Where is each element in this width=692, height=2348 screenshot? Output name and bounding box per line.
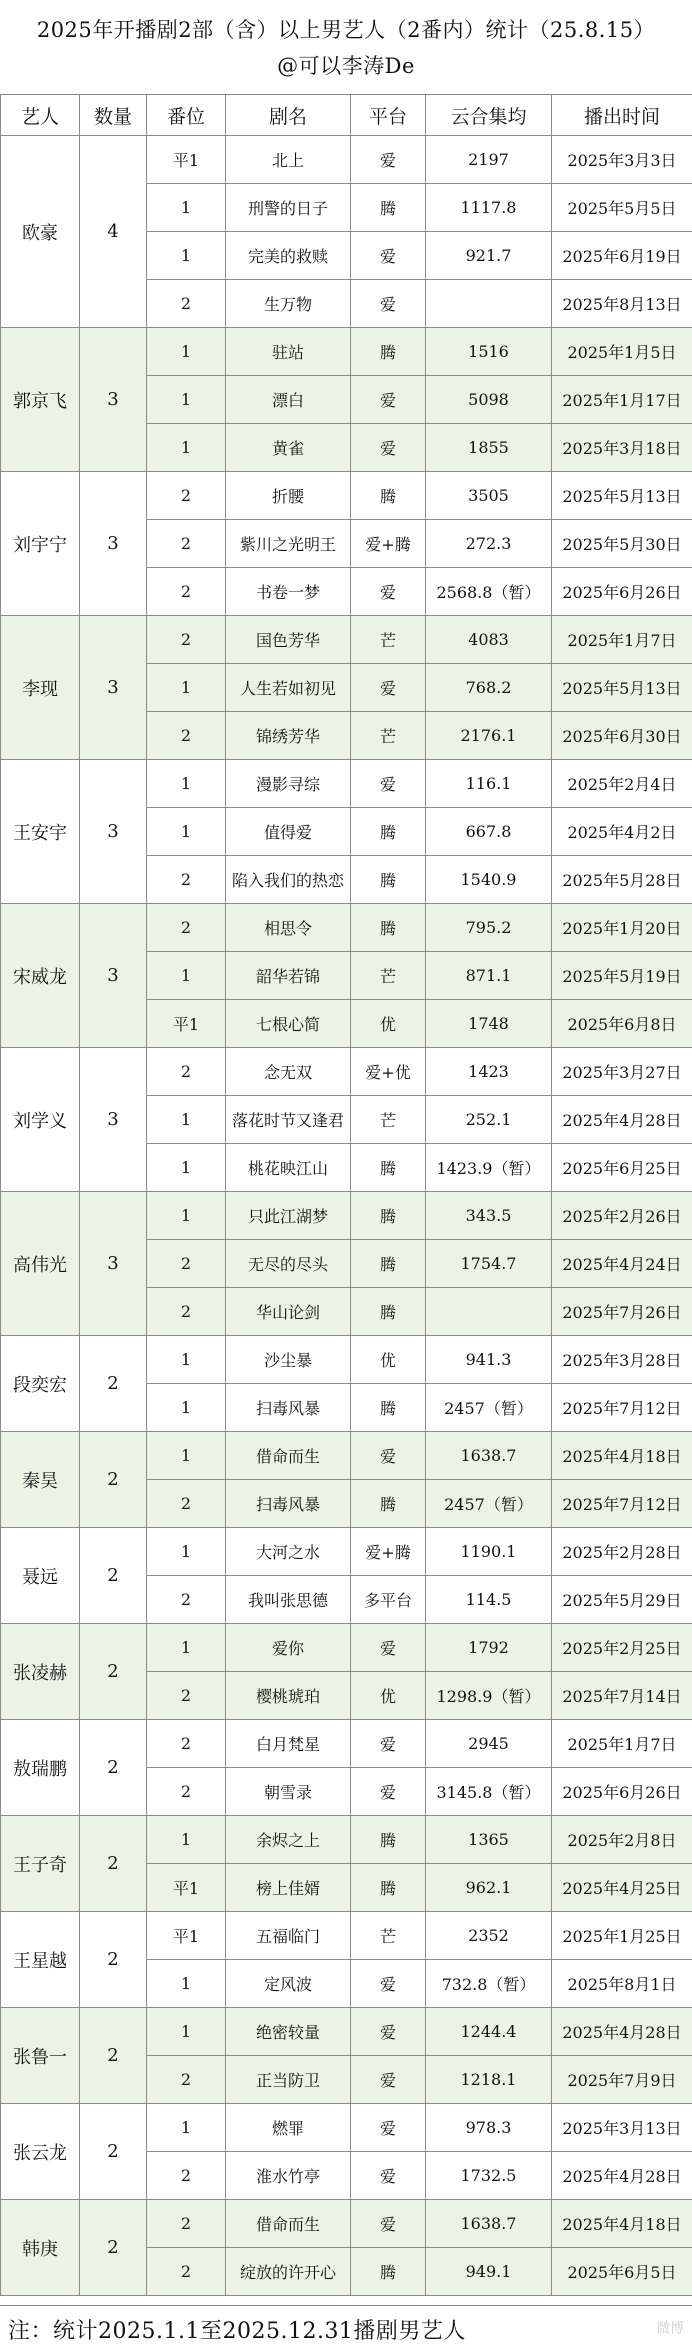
- platform-cell: 芒: [351, 1096, 426, 1144]
- platform-cell: 腾: [351, 1816, 426, 1864]
- avg-rating-cell: 1638.7: [426, 1432, 552, 1480]
- count-cell: 2: [80, 1432, 147, 1528]
- rank-cell: 2: [147, 1048, 226, 1096]
- air-date-cell: 2025年8月13日: [552, 280, 692, 328]
- drama-cell: 绝密较量: [226, 2008, 351, 2056]
- avg-rating-cell: 3145.8（暂）: [426, 1768, 552, 1816]
- platform-cell: 爱: [351, 1768, 426, 1816]
- platform-cell: 腾: [351, 1144, 426, 1192]
- drama-cell: 七根心简: [226, 1000, 351, 1048]
- avg-rating-cell: 252.1: [426, 1096, 552, 1144]
- rank-cell: 1: [147, 424, 226, 472]
- drama-cell: 驻站: [226, 328, 351, 376]
- avg-rating-cell: 941.3: [426, 1336, 552, 1384]
- drama-cell: 漂白: [226, 376, 351, 424]
- platform-cell: 爱: [351, 2104, 426, 2152]
- air-date-cell: 2025年7月26日: [552, 1288, 692, 1336]
- artist-cell: 王星越: [1, 1912, 80, 2008]
- rank-cell: 1: [147, 2104, 226, 2152]
- avg-rating-cell: 2457（暂）: [426, 1480, 552, 1528]
- drama-cell: 只此江湖梦: [226, 1192, 351, 1240]
- air-date-cell: 2025年4月28日: [552, 1096, 692, 1144]
- drama-cell: 华山论剑: [226, 1288, 351, 1336]
- platform-cell: 腾: [351, 328, 426, 376]
- table-row: [1, 1192, 692, 1240]
- count-cell: 3: [80, 904, 147, 1048]
- drama-cell: 无尽的尽头: [226, 1240, 351, 1288]
- table-row: [1, 2200, 692, 2248]
- drama-cell: 绽放的许开心: [226, 2248, 351, 2296]
- air-date-cell: 2025年5月19日: [552, 952, 692, 1000]
- artist-cell: 刘宇宁: [1, 472, 80, 616]
- platform-cell: 腾: [351, 904, 426, 952]
- rank-cell: 2: [147, 472, 226, 520]
- air-date-cell: 2025年1月25日: [552, 1912, 692, 1960]
- table-row: [1, 2104, 692, 2152]
- column-header: 剧名: [226, 95, 351, 136]
- count-cell: 2: [80, 1624, 147, 1720]
- table-row: [1, 1048, 692, 1096]
- count-cell: 3: [80, 328, 147, 472]
- air-date-cell: 2025年7月12日: [552, 1480, 692, 1528]
- rank-cell: 1: [147, 1432, 226, 1480]
- table-row: [1, 1336, 692, 1384]
- air-date-cell: 2025年5月13日: [552, 664, 692, 712]
- platform-cell: 爱: [351, 2056, 426, 2104]
- rank-cell: 2: [147, 1240, 226, 1288]
- air-date-cell: 2025年4月24日: [552, 1240, 692, 1288]
- table-row: [1, 616, 692, 664]
- platform-cell: 腾: [351, 2248, 426, 2296]
- rank-cell: 1: [147, 376, 226, 424]
- air-date-cell: 2025年4月2日: [552, 808, 692, 856]
- drama-cell: 黄雀: [226, 424, 351, 472]
- platform-cell: 优: [351, 1672, 426, 1720]
- platform-cell: 爱: [351, 1432, 426, 1480]
- air-date-cell: 2025年6月5日: [552, 2248, 692, 2296]
- avg-rating-cell: 1855: [426, 424, 552, 472]
- artist-cell: 张鲁一: [1, 2008, 80, 2104]
- air-date-cell: 2025年4月18日: [552, 2200, 692, 2248]
- air-date-cell: 2025年3月28日: [552, 1336, 692, 1384]
- count-cell: 2: [80, 1528, 147, 1624]
- count-cell: 2: [80, 2200, 147, 2296]
- drama-cell: 爱你: [226, 1624, 351, 1672]
- air-date-cell: 2025年6月26日: [552, 1768, 692, 1816]
- count-cell: 3: [80, 1192, 147, 1336]
- drama-cell: 陷入我们的热恋: [226, 856, 351, 904]
- drama-cell: 生万物: [226, 280, 351, 328]
- drama-cell: 燃罪: [226, 2104, 351, 2152]
- air-date-cell: 2025年8月1日: [552, 1960, 692, 2008]
- artist-cell: 欧豪: [1, 136, 80, 328]
- platform-cell: 芒: [351, 616, 426, 664]
- rank-cell: 1: [147, 232, 226, 280]
- air-date-cell: 2025年4月25日: [552, 1864, 692, 1912]
- platform-cell: 腾: [351, 1384, 426, 1432]
- drama-cell: 北上: [226, 136, 351, 184]
- artist-cell: 聂远: [1, 1528, 80, 1624]
- rank-cell: 1: [147, 1192, 226, 1240]
- artist-cell: 高伟光: [1, 1192, 80, 1336]
- drama-cell: 沙尘暴: [226, 1336, 351, 1384]
- count-cell: 3: [80, 616, 147, 760]
- drama-cell: 国色芳华: [226, 616, 351, 664]
- platform-cell: 芒: [351, 1912, 426, 1960]
- platform-cell: 爱: [351, 760, 426, 808]
- platform-cell: 爱: [351, 1624, 426, 1672]
- avg-rating-cell: 2176.1: [426, 712, 552, 760]
- page-subtitle: @可以李涛De: [0, 50, 692, 80]
- avg-rating-cell: 871.1: [426, 952, 552, 1000]
- air-date-cell: 2025年2月25日: [552, 1624, 692, 1672]
- drama-cell: 值得爱: [226, 808, 351, 856]
- air-date-cell: 2025年6月25日: [552, 1144, 692, 1192]
- rank-cell: 2: [147, 1480, 226, 1528]
- footer-note: 注：统计2025.1.1至2025.12.31播剧男艺人: [8, 2314, 466, 2345]
- avg-rating-cell: 795.2: [426, 904, 552, 952]
- stats-table: [0, 94, 692, 2296]
- platform-cell: 优: [351, 1336, 426, 1384]
- artist-cell: 宋威龙: [1, 904, 80, 1048]
- avg-rating-cell: [426, 280, 552, 328]
- artist-cell: 王安宇: [1, 760, 80, 904]
- avg-rating-cell: 343.5: [426, 1192, 552, 1240]
- drama-cell: 韶华若锦: [226, 952, 351, 1000]
- count-cell: 3: [80, 472, 147, 616]
- rank-cell: 2: [147, 2056, 226, 2104]
- count-cell: 3: [80, 1048, 147, 1192]
- platform-cell: 爱: [351, 2008, 426, 2056]
- rank-cell: 1: [147, 952, 226, 1000]
- count-cell: 2: [80, 1912, 147, 2008]
- drama-cell: 定风波: [226, 1960, 351, 2008]
- drama-cell: 桃花映江山: [226, 1144, 351, 1192]
- avg-rating-cell: 5098: [426, 376, 552, 424]
- rank-cell: 2: [147, 520, 226, 568]
- air-date-cell: 2025年1月20日: [552, 904, 692, 952]
- platform-cell: 芒: [351, 712, 426, 760]
- rank-cell: 1: [147, 1336, 226, 1384]
- platform-cell: 爱: [351, 376, 426, 424]
- rank-cell: 2: [147, 2152, 226, 2200]
- rank-cell: 2: [147, 856, 226, 904]
- table-row: [1, 1528, 692, 1576]
- platform-cell: 爱: [351, 1720, 426, 1768]
- drama-cell: 紫川之光明王: [226, 520, 351, 568]
- rank-cell: 1: [147, 1144, 226, 1192]
- artist-cell: 张凌赫: [1, 1624, 80, 1720]
- drama-cell: 扫毒风暴: [226, 1480, 351, 1528]
- table-row: [1, 2008, 692, 2056]
- column-header: 数量: [80, 95, 147, 136]
- air-date-cell: 2025年5月29日: [552, 1576, 692, 1624]
- table-row: [1, 904, 692, 952]
- air-date-cell: 2025年5月30日: [552, 520, 692, 568]
- air-date-cell: 2025年6月26日: [552, 568, 692, 616]
- rank-cell: 1: [147, 1528, 226, 1576]
- table-row: [1, 136, 692, 184]
- drama-cell: 五福临门: [226, 1912, 351, 1960]
- table-row: [1, 1912, 692, 1960]
- air-date-cell: 2025年1月5日: [552, 328, 692, 376]
- platform-cell: 腾: [351, 184, 426, 232]
- avg-rating-cell: 978.3: [426, 2104, 552, 2152]
- table-row: [1, 1720, 692, 1768]
- rank-cell: 1: [147, 664, 226, 712]
- avg-rating-cell: [426, 1288, 552, 1336]
- watermark: 微博: [656, 2318, 684, 2338]
- platform-cell: 腾: [351, 1864, 426, 1912]
- air-date-cell: 2025年2月28日: [552, 1528, 692, 1576]
- avg-rating-cell: 1298.9（暂）: [426, 1672, 552, 1720]
- table-row: [1, 472, 692, 520]
- drama-cell: 折腰: [226, 472, 351, 520]
- artist-cell: 郭京飞: [1, 328, 80, 472]
- drama-cell: 我叫张思德: [226, 1576, 351, 1624]
- count-cell: 2: [80, 2104, 147, 2200]
- rank-cell: 1: [147, 760, 226, 808]
- rank-cell: 1: [147, 1816, 226, 1864]
- platform-cell: 爱+腾: [351, 1528, 426, 1576]
- artist-cell: 张云龙: [1, 2104, 80, 2200]
- footer: [0, 2305, 692, 2348]
- air-date-cell: 2025年4月28日: [552, 2008, 692, 2056]
- rank-cell: 1: [147, 328, 226, 376]
- avg-rating-cell: 921.7: [426, 232, 552, 280]
- air-date-cell: 2025年4月18日: [552, 1432, 692, 1480]
- platform-cell: 爱+优: [351, 1048, 426, 1096]
- avg-rating-cell: 116.1: [426, 760, 552, 808]
- avg-rating-cell: 1540.9: [426, 856, 552, 904]
- air-date-cell: 2025年2月4日: [552, 760, 692, 808]
- air-date-cell: 2025年5月13日: [552, 472, 692, 520]
- platform-cell: 腾: [351, 1192, 426, 1240]
- air-date-cell: 2025年3月3日: [552, 136, 692, 184]
- drama-cell: 漫影寻综: [226, 760, 351, 808]
- drama-cell: 完美的救赎: [226, 232, 351, 280]
- rank-cell: 2: [147, 1672, 226, 1720]
- drama-cell: 正当防卫: [226, 2056, 351, 2104]
- air-date-cell: 2025年1月7日: [552, 1720, 692, 1768]
- count-cell: 2: [80, 1336, 147, 1432]
- avg-rating-cell: 1792: [426, 1624, 552, 1672]
- avg-rating-cell: 2352: [426, 1912, 552, 1960]
- platform-cell: 芒: [351, 952, 426, 1000]
- rank-cell: 2: [147, 616, 226, 664]
- column-header: 艺人: [1, 95, 80, 136]
- avg-rating-cell: 2457（暂）: [426, 1384, 552, 1432]
- platform-cell: 爱: [351, 232, 426, 280]
- avg-rating-cell: 2568.8（暂）: [426, 568, 552, 616]
- drama-cell: 借命而生: [226, 1432, 351, 1480]
- artist-cell: 敖瑞鹏: [1, 1720, 80, 1816]
- platform-cell: 腾: [351, 1288, 426, 1336]
- column-header: 云合集均: [426, 95, 552, 136]
- avg-rating-cell: 2197: [426, 136, 552, 184]
- table-row: [1, 328, 692, 376]
- drama-cell: 樱桃琥珀: [226, 1672, 351, 1720]
- avg-rating-cell: 962.1: [426, 1864, 552, 1912]
- column-header: 番位: [147, 95, 226, 136]
- table-row: [1, 1624, 692, 1672]
- platform-cell: 腾: [351, 1480, 426, 1528]
- avg-rating-cell: 2945: [426, 1720, 552, 1768]
- platform-cell: 腾: [351, 472, 426, 520]
- table-row: [1, 1432, 692, 1480]
- column-header-row: [1, 95, 692, 136]
- table-body: [1, 136, 692, 2296]
- drama-cell: 书卷一梦: [226, 568, 351, 616]
- artist-cell: 李现: [1, 616, 80, 760]
- rank-cell: 2: [147, 904, 226, 952]
- drama-cell: 借命而生: [226, 2200, 351, 2248]
- column-header: 平台: [351, 95, 426, 136]
- drama-cell: 相思令: [226, 904, 351, 952]
- artist-cell: 段奕宏: [1, 1336, 80, 1432]
- rank-cell: 2: [147, 2248, 226, 2296]
- air-date-cell: 2025年7月9日: [552, 2056, 692, 2104]
- air-date-cell: 2025年5月5日: [552, 184, 692, 232]
- table-row: [1, 1816, 692, 1864]
- platform-cell: 腾: [351, 808, 426, 856]
- rank-cell: 平1: [147, 1864, 226, 1912]
- artist-cell: 秦昊: [1, 1432, 80, 1528]
- avg-rating-cell: 1365: [426, 1816, 552, 1864]
- drama-cell: 锦绣芳华: [226, 712, 351, 760]
- count-cell: 2: [80, 2008, 147, 2104]
- platform-cell: 腾: [351, 856, 426, 904]
- rank-cell: 平1: [147, 1000, 226, 1048]
- air-date-cell: 2025年6月19日: [552, 232, 692, 280]
- avg-rating-cell: 1423: [426, 1048, 552, 1096]
- avg-rating-cell: 1218.1: [426, 2056, 552, 2104]
- platform-cell: 优: [351, 1000, 426, 1048]
- avg-rating-cell: 1732.5: [426, 2152, 552, 2200]
- platform-cell: 爱: [351, 2152, 426, 2200]
- artist-cell: 刘学义: [1, 1048, 80, 1192]
- count-cell: 4: [80, 136, 147, 328]
- rank-cell: 2: [147, 2200, 226, 2248]
- column-header: 播出时间: [552, 95, 692, 136]
- rank-cell: 2: [147, 568, 226, 616]
- avg-rating-cell: 1423.9（暂）: [426, 1144, 552, 1192]
- avg-rating-cell: 1190.1: [426, 1528, 552, 1576]
- avg-rating-cell: 768.2: [426, 664, 552, 712]
- rank-cell: 1: [147, 1624, 226, 1672]
- platform-cell: 爱: [351, 2200, 426, 2248]
- rank-cell: 2: [147, 712, 226, 760]
- air-date-cell: 2025年5月28日: [552, 856, 692, 904]
- air-date-cell: 2025年6月8日: [552, 1000, 692, 1048]
- avg-rating-cell: 1244.4: [426, 2008, 552, 2056]
- rank-cell: 2: [147, 1288, 226, 1336]
- drama-cell: 白月梵星: [226, 1720, 351, 1768]
- table-row: [1, 760, 692, 808]
- rank-cell: 2: [147, 1768, 226, 1816]
- count-cell: 2: [80, 1816, 147, 1912]
- drama-cell: 扫毒风暴: [226, 1384, 351, 1432]
- drama-cell: 人生若如初见: [226, 664, 351, 712]
- air-date-cell: 2025年3月27日: [552, 1048, 692, 1096]
- air-date-cell: 2025年3月18日: [552, 424, 692, 472]
- artist-cell: 韩庚: [1, 2200, 80, 2296]
- platform-cell: 腾: [351, 1240, 426, 1288]
- platform-cell: 爱: [351, 424, 426, 472]
- drama-cell: 朝雪录: [226, 1768, 351, 1816]
- page-title: 2025年开播剧2部（含）以上男艺人（2番内）统计（25.8.15）: [0, 14, 692, 44]
- air-date-cell: 2025年3月13日: [552, 2104, 692, 2152]
- drama-cell: 念无双: [226, 1048, 351, 1096]
- drama-cell: 落花时节又逢君: [226, 1096, 351, 1144]
- rank-cell: 1: [147, 1384, 226, 1432]
- avg-rating-cell: 1638.7: [426, 2200, 552, 2248]
- count-cell: 2: [80, 1720, 147, 1816]
- rank-cell: 1: [147, 1960, 226, 2008]
- avg-rating-cell: 1117.8: [426, 184, 552, 232]
- rank-cell: 2: [147, 1720, 226, 1768]
- air-date-cell: 2025年2月8日: [552, 1816, 692, 1864]
- air-date-cell: 2025年2月26日: [552, 1192, 692, 1240]
- drama-cell: 余烬之上: [226, 1816, 351, 1864]
- table-header: [0, 0, 692, 95]
- avg-rating-cell: 272.3: [426, 520, 552, 568]
- platform-cell: 爱: [351, 664, 426, 712]
- drama-cell: 刑警的日子: [226, 184, 351, 232]
- avg-rating-cell: 3505: [426, 472, 552, 520]
- platform-cell: 爱: [351, 136, 426, 184]
- platform-cell: 爱: [351, 280, 426, 328]
- avg-rating-cell: 949.1: [426, 2248, 552, 2296]
- avg-rating-cell: 1754.7: [426, 1240, 552, 1288]
- rank-cell: 2: [147, 1576, 226, 1624]
- drama-cell: 榜上佳婿: [226, 1864, 351, 1912]
- drama-cell: 淮水竹亭: [226, 2152, 351, 2200]
- air-date-cell: 2025年1月7日: [552, 616, 692, 664]
- platform-cell: 爱: [351, 1960, 426, 2008]
- rank-cell: 1: [147, 184, 226, 232]
- rank-cell: 平1: [147, 1912, 226, 1960]
- air-date-cell: 2025年7月14日: [552, 1672, 692, 1720]
- avg-rating-cell: 667.8: [426, 808, 552, 856]
- avg-rating-cell: 114.5: [426, 1576, 552, 1624]
- avg-rating-cell: 1748: [426, 1000, 552, 1048]
- avg-rating-cell: 4083: [426, 616, 552, 664]
- rank-cell: 1: [147, 808, 226, 856]
- rank-cell: 1: [147, 1096, 226, 1144]
- rank-cell: 1: [147, 2008, 226, 2056]
- platform-cell: 多平台: [351, 1576, 426, 1624]
- platform-cell: 爱+腾: [351, 520, 426, 568]
- air-date-cell: 2025年4月28日: [552, 2152, 692, 2200]
- air-date-cell: 2025年1月17日: [552, 376, 692, 424]
- rank-cell: 平1: [147, 136, 226, 184]
- artist-cell: 王子奇: [1, 1816, 80, 1912]
- avg-rating-cell: 1516: [426, 328, 552, 376]
- avg-rating-cell: 732.8（暂）: [426, 1960, 552, 2008]
- air-date-cell: 2025年6月30日: [552, 712, 692, 760]
- platform-cell: 爱: [351, 568, 426, 616]
- rank-cell: 2: [147, 280, 226, 328]
- air-date-cell: 2025年7月12日: [552, 1384, 692, 1432]
- count-cell: 3: [80, 760, 147, 904]
- drama-cell: 大河之水: [226, 1528, 351, 1576]
